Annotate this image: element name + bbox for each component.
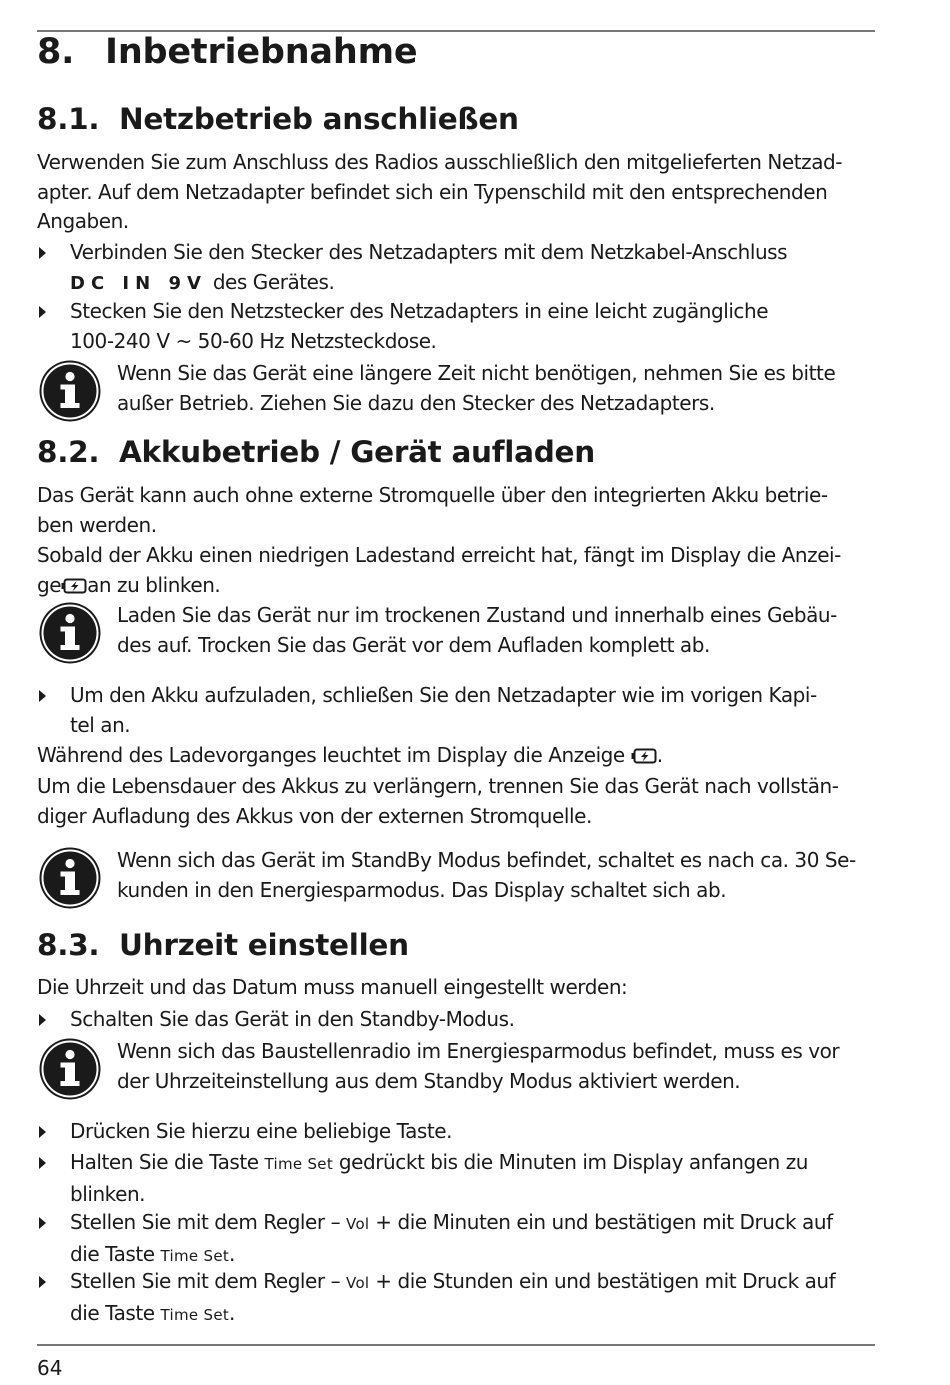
text-line [37,571,841,601]
text-line: diger Aufladung des Akkus von der externen Stromquelle. [37,803,592,828]
text-span: Halten Sie die Taste [70,1150,265,1174]
section-number: 8.3. [37,928,100,962]
text-span: gedrückt bis die Minuten im Display anfangen zu [333,1150,809,1174]
text-line: Wenn Sie das Gerät eine längere Zeit nicht benötigen, nehmen Sie es bitte [117,361,836,385]
triangle-bullet-icon [39,1126,46,1138]
text-line: Wenn sich das Gerät im StandBy Modus befindet, schaltet es nach ca. 30 Se- [117,848,856,872]
text-line: Schalten Sie das Gerät in den Standby-Modus. [70,1007,515,1031]
triangle-bullet-icon [39,1014,46,1026]
paragraph [37,148,842,237]
section-title: Akkubetrieb / Gerät aufladen [119,435,595,469]
key-label: Vol [346,1274,370,1292]
text-line [70,268,787,299]
key-label: Time Set [264,1155,334,1173]
text-line: Angaben. [37,209,129,233]
triangle-bullet-icon [39,1157,46,1169]
text-span: Während des Ladevorganges leuchtet im Display die Anzeige [37,743,625,767]
section-heading-8-3 [37,928,409,962]
paragraph [37,481,828,540]
text-line [70,1299,835,1331]
bottom-rule [37,1344,875,1346]
text-span: . [229,1241,235,1266]
text-line: Das Gerät kann auch ohne externe Stromquelle über den integrierten Akku betrie- [37,483,828,507]
text-line: Um die Lebensdauer des Akkus zu verlängern, trennen Sie das Gerät nach vollstän- [37,774,839,798]
text-span: an zu blinken. [87,572,221,597]
info-icon [38,359,102,423]
text-line: Wenn sich das Baustellenradio im Energiesparmodus befindet, muss es vor [117,1039,840,1063]
text-line: der Uhrzeiteinstellung aus dem Standby Modus aktiviert werden. [117,1068,741,1093]
text-line: Stecken Sie den Netzstecker des Netzadapters in eine leicht zugängliche [70,299,769,323]
text-line [70,1267,835,1299]
text-span: die Taste [70,1300,161,1325]
text-line: außer Betrieb. Ziehen Sie dazu den Stecker des Netzadapters. [117,390,715,415]
paragraph [37,541,841,600]
paragraph [37,741,663,771]
text-line: ben werden. [37,512,157,537]
info-icon [38,846,102,910]
section-number: 8.1. [37,102,100,136]
text-span: Stellen Sie mit dem Regler – [70,1269,347,1293]
text-line: Drücken Sie hierzu eine beliebige Taste. [70,1119,453,1143]
text-line: 100-240 V ~ 50-60 Hz Netzsteckdose. [70,328,437,353]
text-line: Verwenden Sie zum Anschluss des Radios ausschließlich den mitgelieferten Netzad- [37,150,843,174]
text-line [70,1148,808,1180]
text-span: + die Stunden ein und bestätigen mit Druck auf [369,1269,836,1293]
text-span: ge [37,572,62,597]
battery-charging-icon [631,748,657,764]
paragraph [37,772,839,831]
key-label: Vol [346,1215,370,1233]
text-line: Sobald der Akku einen niedrigen Ladestand erreicht hat, fängt im Display die Anzei- [37,543,841,567]
chapter-number: 8. [37,32,75,72]
page-number: 64 [37,1356,63,1380]
triangle-bullet-icon [39,1217,46,1229]
text-line: des auf. Trocken Sie das Gerät vor dem Aufladen komplett ab. [117,632,710,657]
section-number: 8.2. [37,435,100,469]
chapter-heading [37,32,417,72]
text-line: tel an. [70,712,131,737]
text-span: die Taste [70,1241,161,1266]
text-line: Um den Akku aufzuladen, schließen Sie den Netzadapter wie im vorigen Kapi- [70,683,817,707]
chapter-title: Inbetriebnahme [105,32,418,72]
section-title: Netzbetrieb anschließen [119,102,519,136]
text-line [37,741,663,771]
triangle-bullet-icon [39,247,46,259]
text-span: + die Minuten ein und bestätigen mit Druck auf [369,1210,833,1234]
info-icon [38,1037,102,1101]
section-heading-8-1 [37,102,519,136]
section-heading-8-2 [37,435,595,469]
key-label: Time Set [160,1246,230,1265]
connector-label: DC IN 9V [70,272,207,294]
text-line: apter. Auf dem Netzadapter befindet sich ein Typenschild mit den entsprechenden [37,179,828,204]
triangle-bullet-icon [39,690,46,702]
text-line: Die Uhrzeit und das Datum muss manuell eingestellt werden: [37,975,628,999]
text-span: Stellen Sie mit dem Regler – [70,1210,347,1234]
text-span: des Gerätes. [206,269,335,294]
paragraph [37,973,627,1003]
text-line: blinken. [70,1181,146,1206]
info-icon [38,601,102,665]
text-line: kunden in den Energiesparmodus. Das Display schaltet sich ab. [117,877,727,902]
text-line [70,1208,833,1240]
text-line: Laden Sie das Gerät nur im trockenen Zustand und innerhalb eines Gebäu- [117,603,837,627]
text-span: . [656,743,663,767]
section-title: Uhrzeit einstellen [119,928,409,962]
text-line: Verbinden Sie den Stecker des Netzadapters mit dem Netzkabel-Anschluss [70,240,788,264]
triangle-bullet-icon [39,306,46,318]
battery-charging-icon [61,578,87,594]
triangle-bullet-icon [39,1276,46,1288]
key-label: Time Set [160,1305,230,1324]
text-span: . [229,1300,235,1325]
